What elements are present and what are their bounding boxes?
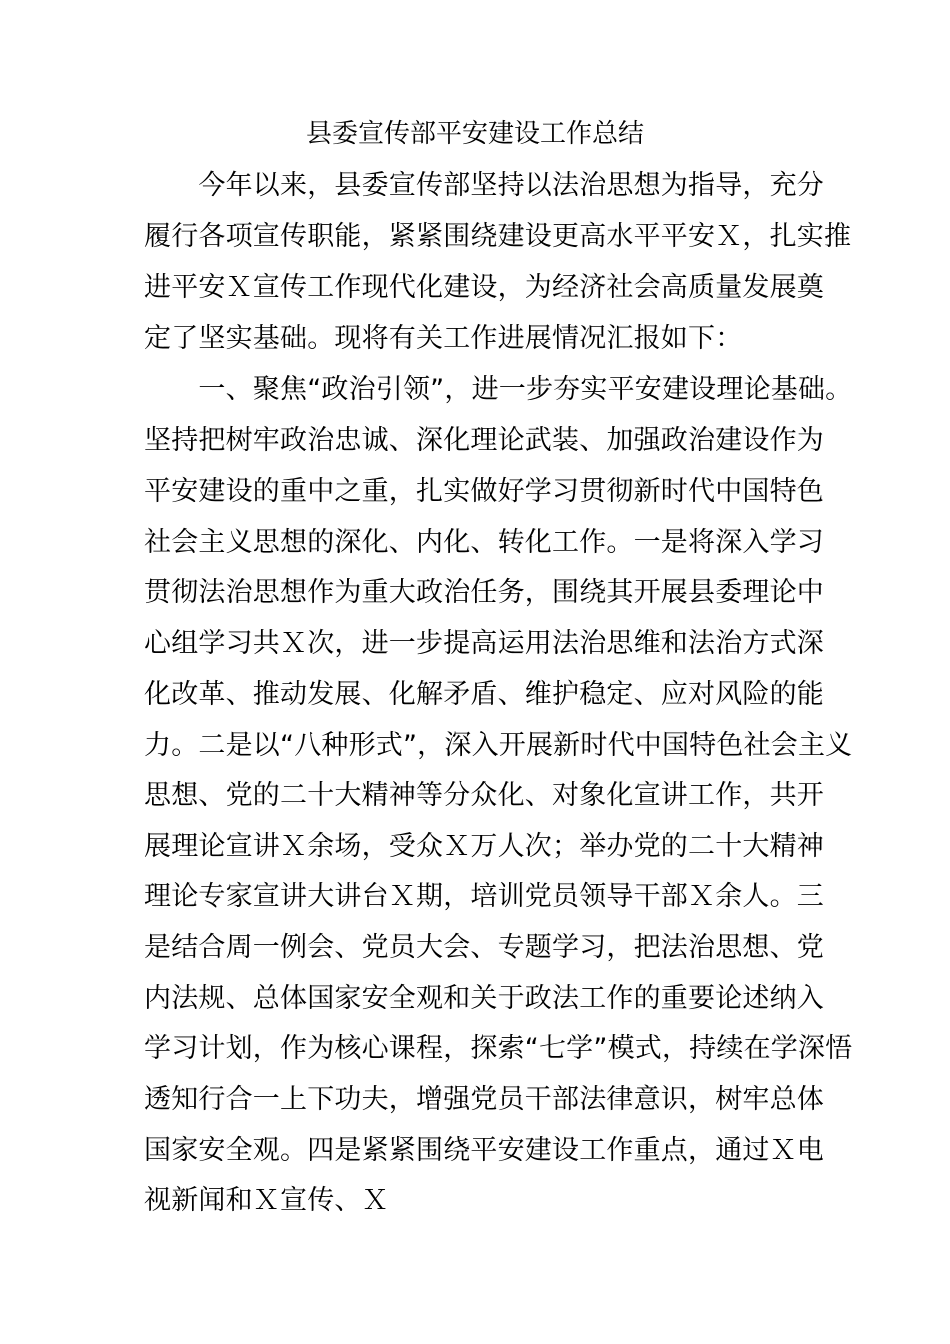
body-line: 展理论宣讲Ｘ余场，受众Ｘ万人次；举办党的二十大精神: [144, 831, 824, 862]
body-line: 贯彻法治思想作为重大政治任务，围绕其开展县委理论中: [144, 577, 824, 608]
body-line: 一、聚焦“政治引领”，进一步夯实平安建设理论基础。: [144, 374, 853, 405]
body-line: 履行各项宣传职能，紧紧围绕建设更高水平平安Ｘ，扎实推: [144, 221, 852, 252]
body-line: 化改革、推动发展、化解矛盾、维护稳定、应对风险的能: [144, 679, 824, 710]
body-line: 思想、党的二十大精神等分众化、对象化宣讲工作，共开: [144, 780, 824, 811]
body-line: 进平安Ｘ宣传工作现代化建设，为经济社会高质量发展奠: [144, 272, 824, 303]
body-line: 理论专家宣讲大讲台Ｘ期，培训党员领导干部Ｘ余人。三: [144, 881, 824, 912]
body-line: 透知行合一上下功夫，增强党员干部法律意识，树牢总体: [144, 1084, 824, 1115]
body-line: 坚持把树牢政治忠诚、深化理论武装、加强政治建设作为: [144, 425, 824, 456]
body-line: 力。二是以“八种形式”，深入开展新时代中国特色社会主义: [144, 730, 853, 761]
body-line: 是结合周一例会、党员大会、专题学习，把法治思想、党: [144, 932, 824, 963]
body-line: 定了坚实基础。现将有关工作进展情况汇报如下：: [144, 323, 743, 354]
body-line: 内法规、总体国家安全观和关于政法工作的重要论述纳入: [144, 983, 824, 1014]
body-line: 社会主义思想的深化、内化、转化工作。一是将深入学习: [144, 527, 824, 558]
body-line: 国家安全观。四是紧紧围绕平安建设工作重点，通过Ｘ电: [144, 1135, 824, 1166]
body-line: 今年以来，县委宣传部坚持以法治思想为指导，充分: [144, 170, 824, 201]
body-line: 学习计划，作为核心课程，探索“七学”模式，持续在学深悟: [144, 1033, 853, 1064]
body-line: 心组学习共Ｘ次，进一步提高运用法治思维和法治方式深: [144, 628, 824, 659]
body-line: 平安建设的重中之重，扎实做好学习贯彻新时代中国特色: [144, 476, 824, 507]
body-line: 视新闻和Ｘ宣传、Ｘ: [144, 1185, 389, 1216]
document-title: 县委宣传部平安建设工作总结: [305, 119, 644, 149]
